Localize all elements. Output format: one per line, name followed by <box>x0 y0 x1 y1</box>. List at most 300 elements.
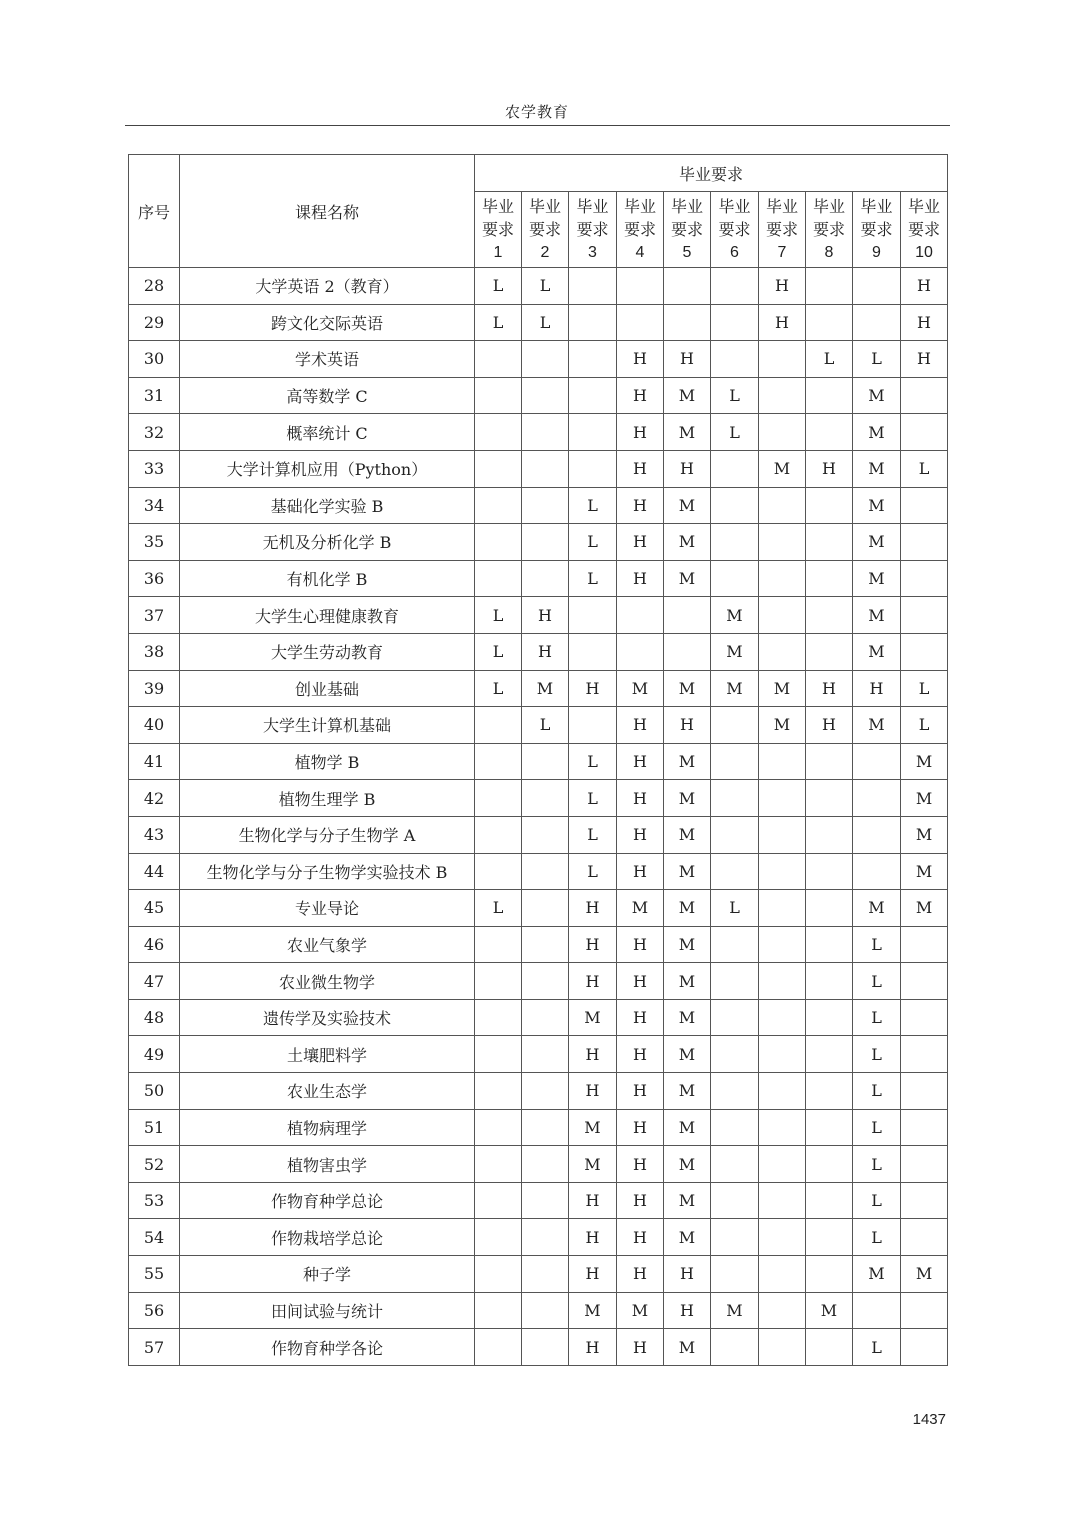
requirement-label-line1: 毕业 <box>908 197 941 216</box>
requirement-level-cell <box>901 1146 948 1183</box>
requirement-level-cell: H <box>759 304 806 341</box>
requirement-level-cell <box>475 341 522 378</box>
requirement-level-cell: H <box>806 670 853 707</box>
requirement-level-cell: L <box>475 268 522 305</box>
requirement-level-cell: H <box>569 1219 617 1256</box>
requirement-level-cell: M <box>664 1182 711 1219</box>
requirement-label-line2: 要求 <box>623 220 656 239</box>
requirement-level-cell <box>475 1329 522 1366</box>
table-row <box>129 341 948 378</box>
requirement-label-line1: 毕业 <box>718 197 751 216</box>
requirement-level-cell: H <box>617 1329 664 1366</box>
requirement-level-cell: M <box>664 414 711 451</box>
requirement-level-cell <box>475 1256 522 1293</box>
requirement-level-cell: L <box>522 268 569 305</box>
requirement-level-cell <box>806 268 853 305</box>
requirement-level-cell <box>711 926 759 963</box>
requirement-level-cell <box>475 1292 522 1329</box>
requirement-level-cell <box>475 780 522 817</box>
requirement-level-cell <box>759 999 806 1036</box>
requirement-level-cell: H <box>617 1146 664 1183</box>
requirement-level-cell <box>806 1329 853 1366</box>
requirement-label-line1: 毕业 <box>812 197 845 216</box>
requirement-level-cell: M <box>664 780 711 817</box>
row-index: 51 <box>129 1109 180 1146</box>
requirement-level-cell <box>901 414 948 451</box>
requirement-level-cell: M <box>711 633 759 670</box>
table-row <box>129 816 948 853</box>
requirement-label-line1: 毕业 <box>623 197 656 216</box>
requirement-header-8 <box>806 192 853 268</box>
requirement-level-cell <box>475 926 522 963</box>
requirement-level-cell <box>806 853 853 890</box>
requirement-level-cell: M <box>664 816 711 853</box>
row-index: 54 <box>129 1219 180 1256</box>
row-index: 53 <box>129 1182 180 1219</box>
requirement-level-cell: M <box>664 670 711 707</box>
course-name: 农业气象学 <box>180 926 475 963</box>
requirement-level-cell <box>759 963 806 1000</box>
requirement-level-cell: H <box>522 633 569 670</box>
requirement-level-cell <box>711 450 759 487</box>
requirement-label-line2: 要求 <box>670 220 703 239</box>
requirement-level-cell <box>522 816 569 853</box>
requirement-level-cell <box>901 1329 948 1366</box>
requirement-level-cell <box>475 1219 522 1256</box>
requirement-level-cell: H <box>853 670 901 707</box>
requirement-level-cell <box>711 1146 759 1183</box>
table-row <box>129 1036 948 1073</box>
requirement-level-cell <box>759 414 806 451</box>
requirement-level-cell <box>806 963 853 1000</box>
requirement-label-line1: 毕业 <box>860 197 893 216</box>
requirement-level-cell <box>711 1073 759 1110</box>
requirement-level-cell <box>475 1182 522 1219</box>
requirement-level-cell <box>901 1219 948 1256</box>
requirement-level-cell <box>617 304 664 341</box>
requirement-number: 3 <box>588 244 597 261</box>
requirement-level-cell <box>522 341 569 378</box>
requirement-level-cell: L <box>853 1036 901 1073</box>
course-name: 有机化学 B <box>180 560 475 597</box>
requirement-level-cell <box>522 780 569 817</box>
requirement-level-cell <box>475 1146 522 1183</box>
requirement-level-cell: M <box>759 450 806 487</box>
table-row <box>129 1109 948 1146</box>
header-rule <box>125 125 950 126</box>
requirement-level-cell: M <box>522 670 569 707</box>
requirement-level-cell: M <box>901 1256 948 1293</box>
course-name: 大学英语 2（教育） <box>180 268 475 305</box>
course-name: 高等数学 C <box>180 377 475 414</box>
requirement-level-cell: L <box>853 1073 901 1110</box>
requirement-level-cell <box>475 450 522 487</box>
requirement-level-cell <box>711 1182 759 1219</box>
requirement-level-cell <box>664 597 711 634</box>
row-index: 35 <box>129 524 180 561</box>
requirement-level-cell: L <box>475 304 522 341</box>
requirement-level-cell: H <box>569 1329 617 1366</box>
requirement-level-cell <box>522 560 569 597</box>
requirement-level-cell <box>759 633 806 670</box>
requirement-level-cell <box>901 633 948 670</box>
requirement-level-cell <box>522 963 569 1000</box>
requirement-level-cell: H <box>569 963 617 1000</box>
table-row <box>129 1146 948 1183</box>
requirement-level-cell <box>522 487 569 524</box>
requirement-level-cell <box>711 1109 759 1146</box>
requirement-level-cell: H <box>901 268 948 305</box>
requirement-header-1 <box>475 192 522 268</box>
requirement-number: 7 <box>777 244 787 261</box>
table-row <box>129 1292 948 1329</box>
course-name: 土壤肥料学 <box>180 1036 475 1073</box>
requirement-level-cell <box>711 707 759 744</box>
requirement-level-cell <box>569 414 617 451</box>
requirement-level-cell <box>759 816 806 853</box>
table-row <box>129 1182 948 1219</box>
requirement-level-cell: H <box>522 597 569 634</box>
requirement-level-cell <box>711 560 759 597</box>
requirement-level-cell <box>569 304 617 341</box>
row-index: 30 <box>129 341 180 378</box>
requirement-level-cell: L <box>475 633 522 670</box>
row-index: 41 <box>129 743 180 780</box>
requirement-level-cell: M <box>853 377 901 414</box>
course-name: 生物化学与分子生物学 A <box>180 816 475 853</box>
requirement-level-cell <box>711 487 759 524</box>
requirement-level-cell: M <box>664 743 711 780</box>
requirement-level-cell: M <box>664 1219 711 1256</box>
requirement-level-cell <box>711 743 759 780</box>
requirement-label-line1: 毕业 <box>670 197 703 216</box>
table-row <box>129 304 948 341</box>
row-index: 43 <box>129 816 180 853</box>
requirement-level-cell <box>901 999 948 1036</box>
table-row <box>129 524 948 561</box>
row-index: 55 <box>129 1256 180 1293</box>
requirement-level-cell: M <box>617 1292 664 1329</box>
header-row <box>129 155 948 192</box>
row-index: 37 <box>129 597 180 634</box>
course-name: 农业生态学 <box>180 1073 475 1110</box>
requirement-level-cell: M <box>853 890 901 927</box>
requirement-label-line2: 要求 <box>528 220 561 239</box>
requirement-level-cell <box>475 963 522 1000</box>
requirement-level-cell <box>522 1256 569 1293</box>
requirement-level-cell: M <box>664 560 711 597</box>
requirement-level-cell <box>522 377 569 414</box>
table-row <box>129 268 948 305</box>
row-index: 36 <box>129 560 180 597</box>
requirement-label-line1: 毕业 <box>481 197 514 216</box>
requirement-level-cell <box>853 853 901 890</box>
row-index: 50 <box>129 1073 180 1110</box>
row-index: 47 <box>129 963 180 1000</box>
requirement-level-cell: L <box>475 597 522 634</box>
requirement-level-cell: M <box>853 597 901 634</box>
requirement-level-cell <box>475 743 522 780</box>
course-name: 作物育种学各论 <box>180 1329 475 1366</box>
requirement-level-cell: H <box>569 1256 617 1293</box>
requirement-level-cell <box>759 853 806 890</box>
row-index: 48 <box>129 999 180 1036</box>
requirement-level-cell: L <box>853 963 901 1000</box>
requirement-level-cell <box>806 780 853 817</box>
requirement-level-cell <box>711 963 759 1000</box>
requirement-level-cell: M <box>617 890 664 927</box>
requirement-level-cell: H <box>664 1292 711 1329</box>
requirement-level-cell: H <box>617 560 664 597</box>
requirement-level-cell: H <box>617 1036 664 1073</box>
requirement-level-cell: L <box>475 670 522 707</box>
row-index: 42 <box>129 780 180 817</box>
requirement-level-cell: H <box>617 450 664 487</box>
row-index: 49 <box>129 1036 180 1073</box>
requirement-header-9 <box>853 192 901 268</box>
requirement-level-cell: L <box>806 341 853 378</box>
requirement-level-cell <box>522 414 569 451</box>
page-number: 1437 <box>912 1411 946 1428</box>
course-name: 无机及分析化学 B <box>180 524 475 561</box>
table-row <box>129 743 948 780</box>
requirement-level-cell: H <box>617 377 664 414</box>
requirement-level-cell <box>475 1109 522 1146</box>
requirement-level-cell: M <box>759 707 806 744</box>
requirement-level-cell <box>806 487 853 524</box>
requirement-level-cell <box>806 1219 853 1256</box>
requirement-level-cell <box>806 816 853 853</box>
row-index: 57 <box>129 1329 180 1366</box>
requirement-level-cell <box>759 487 806 524</box>
requirement-header-4 <box>617 192 664 268</box>
requirement-level-cell <box>759 377 806 414</box>
row-index: 40 <box>129 707 180 744</box>
requirement-level-cell: H <box>569 1036 617 1073</box>
requirement-label-line1: 毕业 <box>528 197 561 216</box>
requirement-level-cell: L <box>569 560 617 597</box>
requirement-level-cell <box>569 341 617 378</box>
course-name: 植物生理学 B <box>180 780 475 817</box>
requirement-level-cell: M <box>853 560 901 597</box>
requirement-level-cell <box>759 890 806 927</box>
requirement-level-cell <box>901 1182 948 1219</box>
row-index: 39 <box>129 670 180 707</box>
requirement-level-cell <box>901 560 948 597</box>
requirement-level-cell <box>475 1036 522 1073</box>
table-row <box>129 377 948 414</box>
requirement-label-line2: 要求 <box>718 220 751 239</box>
row-index: 31 <box>129 377 180 414</box>
row-index: 44 <box>129 853 180 890</box>
requirement-level-cell <box>759 743 806 780</box>
requirement-level-cell: H <box>617 487 664 524</box>
requirement-level-cell: M <box>664 853 711 890</box>
table-row <box>129 633 948 670</box>
requirement-level-cell: L <box>569 524 617 561</box>
requirement-level-cell: L <box>711 377 759 414</box>
course-name: 大学生劳动教育 <box>180 633 475 670</box>
row-index: 28 <box>129 268 180 305</box>
row-index: 46 <box>129 926 180 963</box>
requirement-label-line2: 要求 <box>812 220 845 239</box>
requirement-level-cell <box>806 1073 853 1110</box>
requirement-level-cell <box>711 780 759 817</box>
course-name: 植物学 B <box>180 743 475 780</box>
requirement-level-cell <box>759 780 806 817</box>
table-row <box>129 597 948 634</box>
requirement-level-cell: H <box>617 1109 664 1146</box>
requirement-level-cell <box>522 743 569 780</box>
requirement-level-cell <box>759 1182 806 1219</box>
requirement-level-cell <box>711 1329 759 1366</box>
running-header: 农学教育 <box>504 103 569 121</box>
requirement-level-cell: L <box>711 414 759 451</box>
requirement-level-cell <box>475 999 522 1036</box>
table-row <box>129 853 948 890</box>
requirement-level-cell <box>759 1329 806 1366</box>
requirement-level-cell <box>569 268 617 305</box>
requirement-level-cell <box>522 1182 569 1219</box>
row-index: 56 <box>129 1292 180 1329</box>
requirement-level-cell <box>711 304 759 341</box>
requirement-level-cell <box>806 1036 853 1073</box>
requirement-level-cell <box>475 816 522 853</box>
requirement-label-line2: 要求 <box>576 220 609 239</box>
requirement-level-cell <box>522 1292 569 1329</box>
requirement-level-cell: M <box>569 1292 617 1329</box>
requirement-level-cell: M <box>664 1109 711 1146</box>
requirement-level-cell: M <box>853 633 901 670</box>
requirement-level-cell <box>522 890 569 927</box>
requirement-level-cell <box>711 1036 759 1073</box>
course-name: 田间试验与统计 <box>180 1292 475 1329</box>
requirement-level-cell: M <box>664 890 711 927</box>
requirement-level-cell: H <box>664 341 711 378</box>
requirement-level-cell <box>569 707 617 744</box>
requirement-level-cell <box>664 304 711 341</box>
requirement-level-cell: H <box>664 707 711 744</box>
requirement-level-cell <box>522 524 569 561</box>
requirement-level-cell <box>853 743 901 780</box>
requirement-level-cell <box>806 1256 853 1293</box>
requirement-level-cell <box>806 414 853 451</box>
requirement-level-cell: M <box>664 963 711 1000</box>
requirement-level-cell <box>711 853 759 890</box>
requirement-level-cell: M <box>711 670 759 707</box>
requirement-header-6 <box>711 192 759 268</box>
table-row <box>129 487 948 524</box>
requirement-level-cell <box>759 1146 806 1183</box>
course-name: 基础化学实验 B <box>180 487 475 524</box>
requirement-header-5 <box>664 192 711 268</box>
requirement-level-cell <box>475 1073 522 1110</box>
requirement-label-line2: 要求 <box>765 220 798 239</box>
table-row <box>129 1219 948 1256</box>
requirement-level-cell <box>759 1219 806 1256</box>
requirement-level-cell <box>759 341 806 378</box>
course-name: 大学生计算机基础 <box>180 707 475 744</box>
requirement-level-cell <box>617 268 664 305</box>
requirement-level-cell <box>806 1182 853 1219</box>
requirement-level-cell <box>522 999 569 1036</box>
requirement-level-cell: H <box>806 707 853 744</box>
requirement-level-cell: L <box>569 487 617 524</box>
requirement-level-cell <box>853 268 901 305</box>
table-row <box>129 963 948 1000</box>
requirement-level-cell: H <box>617 524 664 561</box>
requirement-level-cell <box>522 1036 569 1073</box>
requirement-level-cell: L <box>475 890 522 927</box>
course-name: 生物化学与分子生物学实验技术 B <box>180 853 475 890</box>
requirement-number: 10 <box>915 244 933 261</box>
table-row <box>129 780 948 817</box>
requirement-level-cell <box>806 633 853 670</box>
requirement-level-cell <box>901 1292 948 1329</box>
col-course-header: 课程名称 <box>180 155 475 268</box>
requirement-level-cell: M <box>901 816 948 853</box>
table-row <box>129 999 948 1036</box>
requirement-level-cell <box>664 268 711 305</box>
requirement-level-cell <box>711 1256 759 1293</box>
requirement-level-cell: L <box>569 853 617 890</box>
graduation-requirements-table <box>128 154 948 1366</box>
requirement-level-cell <box>475 560 522 597</box>
course-name: 大学计算机应用（Python） <box>180 450 475 487</box>
requirement-level-cell: L <box>569 816 617 853</box>
requirement-level-cell <box>806 926 853 963</box>
requirement-level-cell <box>522 1109 569 1146</box>
requirement-level-cell <box>806 1146 853 1183</box>
requirement-level-cell <box>522 926 569 963</box>
course-name: 跨文化交际英语 <box>180 304 475 341</box>
requirement-level-cell <box>901 1073 948 1110</box>
requirement-level-cell: L <box>569 743 617 780</box>
requirement-level-cell: H <box>569 670 617 707</box>
requirement-level-cell: H <box>617 1256 664 1293</box>
requirement-level-cell <box>475 853 522 890</box>
requirement-level-cell <box>901 926 948 963</box>
requirement-level-cell: L <box>853 1182 901 1219</box>
requirement-level-cell: M <box>759 670 806 707</box>
requirement-level-cell: M <box>711 597 759 634</box>
requirement-level-cell: M <box>569 1109 617 1146</box>
requirement-level-cell: H <box>569 1073 617 1110</box>
row-index: 45 <box>129 890 180 927</box>
requirement-level-cell <box>759 1256 806 1293</box>
requirement-level-cell: L <box>901 450 948 487</box>
requirement-level-cell <box>569 633 617 670</box>
requirement-level-cell: M <box>853 414 901 451</box>
requirement-header-7 <box>759 192 806 268</box>
requirement-level-cell <box>806 1109 853 1146</box>
requirement-level-cell: M <box>853 450 901 487</box>
course-name: 种子学 <box>180 1256 475 1293</box>
requirement-level-cell: M <box>664 377 711 414</box>
table-row <box>129 890 948 927</box>
requirement-label-line2: 要求 <box>481 220 514 239</box>
requirement-level-cell <box>475 414 522 451</box>
requirement-number: 9 <box>872 244 881 261</box>
requirement-level-cell: M <box>664 524 711 561</box>
requirement-level-cell: H <box>617 1073 664 1110</box>
requirement-level-cell: H <box>569 890 617 927</box>
requirement-level-cell <box>806 890 853 927</box>
requirement-level-cell: L <box>711 890 759 927</box>
course-name: 植物病理学 <box>180 1109 475 1146</box>
requirement-level-cell <box>522 1073 569 1110</box>
requirement-header-3 <box>569 192 617 268</box>
